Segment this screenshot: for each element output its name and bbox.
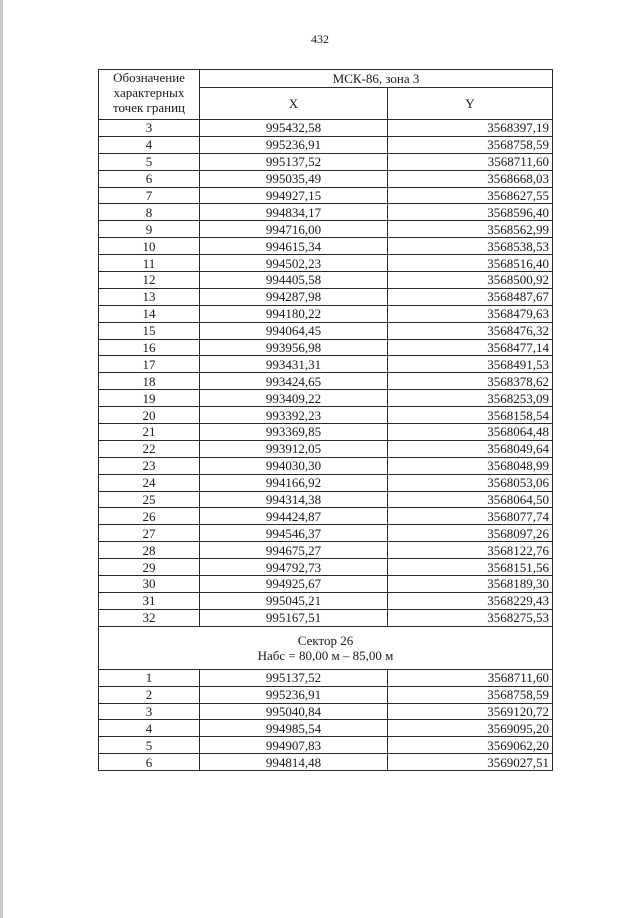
- coord-y: 3568397,19: [388, 120, 553, 137]
- point-number: 12: [99, 272, 200, 289]
- table-row: [99, 221, 553, 238]
- point-number: 17: [99, 356, 200, 373]
- coord-x: 994925,67: [200, 576, 388, 593]
- coord-x: 994675,27: [200, 542, 388, 559]
- point-number: 24: [99, 474, 200, 491]
- coord-x: 994834,17: [200, 204, 388, 221]
- point-number: 6: [99, 170, 200, 187]
- coord-y: 3568758,59: [388, 136, 553, 153]
- coord-y: 3568668,03: [388, 170, 553, 187]
- coord-x: 994615,34: [200, 238, 388, 255]
- table-row: [99, 703, 553, 720]
- point-number: 13: [99, 288, 200, 305]
- scan-edge: [0, 0, 3, 918]
- coord-x: 994314,38: [200, 491, 388, 508]
- sector-height-range: Набс = 80,00 м – 85,00 м: [257, 647, 394, 663]
- point-number: 22: [99, 440, 200, 457]
- coord-y: 3569120,72: [388, 703, 553, 720]
- coord-x: 994716,00: [200, 221, 388, 238]
- coord-y: 3568711,60: [388, 153, 553, 170]
- table-row: [99, 686, 553, 703]
- point-number: 29: [99, 559, 200, 576]
- point-number: 26: [99, 508, 200, 525]
- coord-y: 3569027,51: [388, 754, 553, 771]
- point-number: 11: [99, 255, 200, 272]
- coord-x: 994064,45: [200, 322, 388, 339]
- coord-x: 994030,30: [200, 457, 388, 474]
- table-row: [99, 754, 553, 771]
- coord-x: 994180,22: [200, 305, 388, 322]
- point-number: 18: [99, 373, 200, 390]
- coord-x: 994927,15: [200, 187, 388, 204]
- table-row: [99, 120, 553, 137]
- coord-y: 3569095,20: [388, 720, 553, 737]
- coord-y: 3568516,40: [388, 255, 553, 272]
- point-number: 7: [99, 187, 200, 204]
- point-number: 32: [99, 609, 200, 626]
- table-row: [99, 592, 553, 609]
- table-row: [99, 576, 553, 593]
- table-row: [99, 720, 553, 737]
- coord-y: 3568596,40: [388, 204, 553, 221]
- point-number: 20: [99, 407, 200, 424]
- table-row: [99, 322, 553, 339]
- table-row: [99, 204, 553, 221]
- table-row: [99, 407, 553, 424]
- coordinates-table: [98, 69, 553, 771]
- sector-title: Сектор 26: [297, 632, 354, 648]
- coord-y: 3568151,56: [388, 559, 553, 576]
- header-zone: МСК-86, зона 3: [200, 70, 553, 88]
- coord-y: 3568253,09: [388, 390, 553, 407]
- coord-y: 3568477,14: [388, 339, 553, 356]
- point-number: 16: [99, 339, 200, 356]
- coord-y: 3568229,43: [388, 592, 553, 609]
- point-number: 31: [99, 592, 200, 609]
- point-number: 6: [99, 754, 200, 771]
- point-number: 10: [99, 238, 200, 255]
- table-row: [99, 339, 553, 356]
- coord-x: 994814,48: [200, 754, 388, 771]
- coord-x: 993369,85: [200, 424, 388, 441]
- point-number: 27: [99, 525, 200, 542]
- point-number: 5: [99, 737, 200, 754]
- coord-y: 3568077,74: [388, 508, 553, 525]
- coord-y: 3568158,54: [388, 407, 553, 424]
- coord-y: 3568049,64: [388, 440, 553, 457]
- table-row: [99, 136, 553, 153]
- coord-x: 993431,31: [200, 356, 388, 373]
- coord-x: 995167,51: [200, 609, 388, 626]
- table-row: [99, 305, 553, 322]
- point-number: 1: [99, 669, 200, 686]
- header-point-label: Обозначение характерных точек границ: [99, 70, 200, 120]
- table-row: [99, 255, 553, 272]
- coord-y: 3568048,99: [388, 457, 553, 474]
- coord-x: 995045,21: [200, 592, 388, 609]
- point-number: 23: [99, 457, 200, 474]
- coord-y: 3568378,62: [388, 373, 553, 390]
- coord-y: 3568627,55: [388, 187, 553, 204]
- point-number: 9: [99, 221, 200, 238]
- coord-x: 993912,05: [200, 440, 388, 457]
- table-row: [99, 356, 553, 373]
- coord-y: 3568562,99: [388, 221, 553, 238]
- coord-x: 994424,87: [200, 508, 388, 525]
- coord-y: 3568476,32: [388, 322, 553, 339]
- table-row: [99, 474, 553, 491]
- coord-x: 993392,23: [200, 407, 388, 424]
- table-row: [99, 542, 553, 559]
- table-row: [99, 170, 553, 187]
- point-number: 28: [99, 542, 200, 559]
- coord-x: 995137,52: [200, 153, 388, 170]
- coord-x: 994792,73: [200, 559, 388, 576]
- point-number: 25: [99, 491, 200, 508]
- point-number: 14: [99, 305, 200, 322]
- coord-x: 994166,92: [200, 474, 388, 491]
- table-row: [99, 609, 553, 626]
- table-row: [99, 187, 553, 204]
- table-row: [99, 288, 553, 305]
- header-x: X: [200, 88, 388, 120]
- coord-y: 3568479,63: [388, 305, 553, 322]
- coord-y: 3568275,53: [388, 609, 553, 626]
- coord-x: 995236,91: [200, 686, 388, 703]
- coord-x: 994287,98: [200, 288, 388, 305]
- coord-x: 993424,65: [200, 373, 388, 390]
- table-row: [99, 669, 553, 686]
- coord-y: 3568491,53: [388, 356, 553, 373]
- coord-y: 3568758,59: [388, 686, 553, 703]
- sector-heading: [99, 626, 553, 669]
- point-number: 3: [99, 703, 200, 720]
- point-number: 3: [99, 120, 200, 137]
- table-row: [99, 390, 553, 407]
- point-number: 19: [99, 390, 200, 407]
- coord-y: 3568538,53: [388, 238, 553, 255]
- coord-x: 993409,22: [200, 390, 388, 407]
- table-row: [99, 238, 553, 255]
- table-row: [99, 153, 553, 170]
- header-y: Y: [388, 88, 553, 120]
- coord-y: 3568097,26: [388, 525, 553, 542]
- coord-y: 3568053,06: [388, 474, 553, 491]
- coord-y: 3568487,67: [388, 288, 553, 305]
- table-row: [99, 737, 553, 754]
- coord-x: 994405,58: [200, 272, 388, 289]
- table-row: [99, 457, 553, 474]
- coord-y: 3568189,30: [388, 576, 553, 593]
- sector-row: [99, 626, 553, 669]
- coord-x: 994907,83: [200, 737, 388, 754]
- table-row: [99, 491, 553, 508]
- coord-x: 994546,37: [200, 525, 388, 542]
- point-number: 4: [99, 136, 200, 153]
- coord-y: 3568064,50: [388, 491, 553, 508]
- table-row: [99, 424, 553, 441]
- coord-y: 3568500,92: [388, 272, 553, 289]
- table-row: [99, 440, 553, 457]
- table-row: [99, 525, 553, 542]
- page-number: 432: [311, 32, 329, 46]
- coord-x: 993956,98: [200, 339, 388, 356]
- coord-x: 994502,23: [200, 255, 388, 272]
- coord-y: 3568064,48: [388, 424, 553, 441]
- point-number: 2: [99, 686, 200, 703]
- point-number: 30: [99, 576, 200, 593]
- table-row: [99, 373, 553, 390]
- coord-x: 995040,84: [200, 703, 388, 720]
- point-number: 8: [99, 204, 200, 221]
- coord-y: 3568711,60: [388, 669, 553, 686]
- point-number: 4: [99, 720, 200, 737]
- coord-x: 995236,91: [200, 136, 388, 153]
- point-number: 21: [99, 424, 200, 441]
- table-row: [99, 272, 553, 289]
- coord-x: 995432,58: [200, 120, 388, 137]
- header-row: [99, 70, 553, 88]
- point-number: 15: [99, 322, 200, 339]
- coord-x: 995035,49: [200, 170, 388, 187]
- point-number: 5: [99, 153, 200, 170]
- coord-x: 995137,52: [200, 669, 388, 686]
- coord-y: 3568122,76: [388, 542, 553, 559]
- coord-x: 994985,54: [200, 720, 388, 737]
- coord-y: 3569062,20: [388, 737, 553, 754]
- table-row: [99, 559, 553, 576]
- table-row: [99, 508, 553, 525]
